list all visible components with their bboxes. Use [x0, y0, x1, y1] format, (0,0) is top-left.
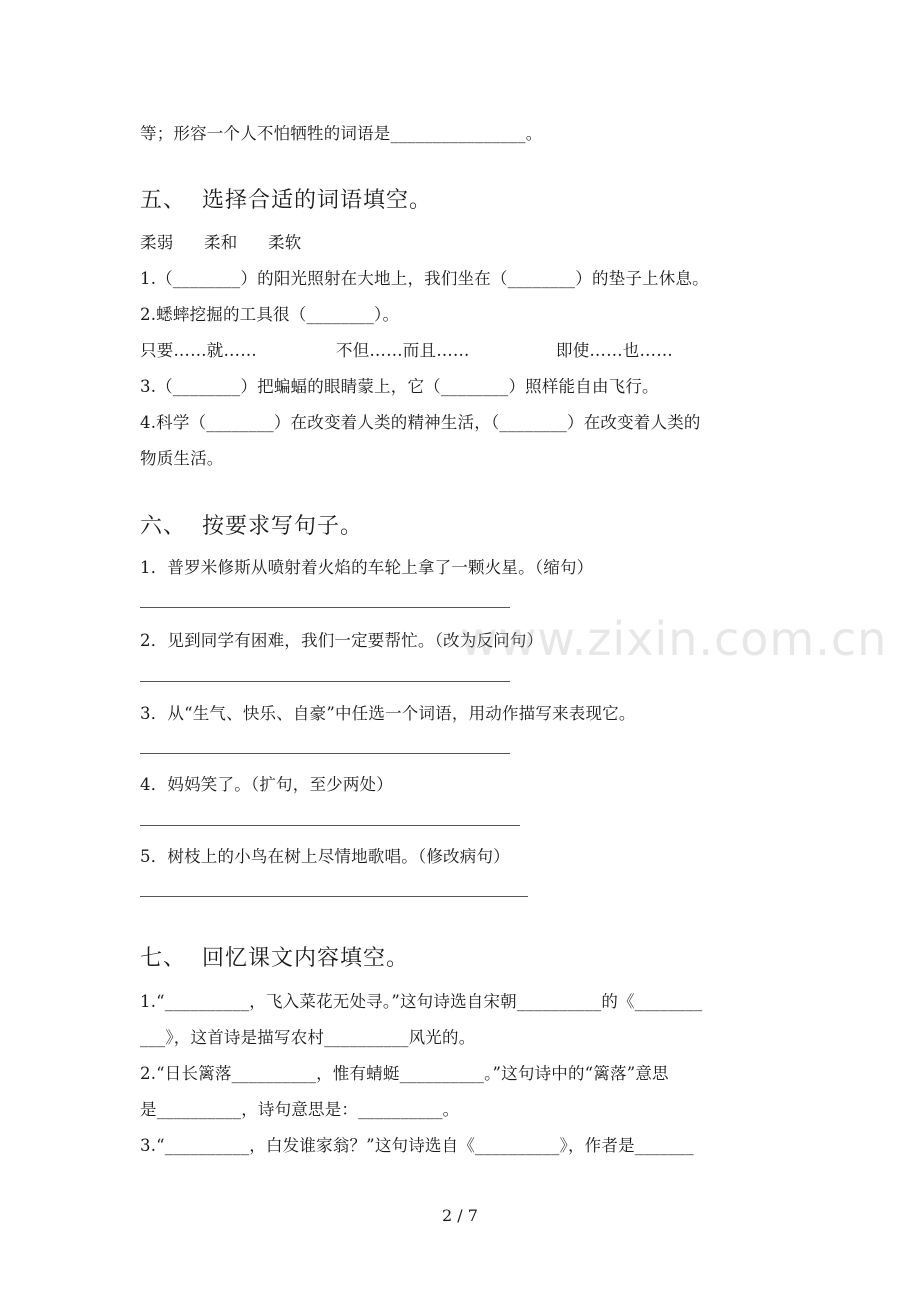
- sec5-question-4: 4.科学（________）在改变着人类的精神生活，（________）在改变着人类的: [140, 413, 701, 432]
- sec5-question-3: 3.（________）把蝙蝠的眼睛蒙上，它（________）照样能自由飞行。: [140, 377, 659, 396]
- section-6-title: 按要求写句子。: [202, 514, 364, 539]
- sec5-question-1: 1.（________）的阳光照射在大地上，我们坐在（________）的垫子上休息。: [140, 269, 709, 288]
- top-line: 等；形容一个人不怕牺牲的词语是________________。: [140, 124, 543, 143]
- sec7-question-1-cont: ___》，这首诗是描写农村__________风光的。: [140, 1028, 476, 1047]
- section-7-heading: [140, 941, 409, 972]
- section-6-heading: [140, 509, 363, 540]
- section-7-title: 回忆课文内容填空。: [202, 946, 410, 971]
- answer-line[interactable]: [140, 825, 520, 826]
- word-bank-1: [140, 229, 301, 253]
- sec5-question-2: 2.蟋蟀挖掘的工具很（________）。: [140, 305, 400, 324]
- watermark: www.zixin.com.cn: [460, 612, 888, 666]
- answer-line[interactable]: [140, 607, 510, 608]
- sec6-question-5: 5．树枝上的小鸟在树上尽情地歌唱。（修改病句）: [140, 847, 510, 866]
- sec6-question-2: 2．见到同学有困难，我们一定要帮忙。（改为反问句）: [140, 631, 544, 650]
- section-7-number: 七、: [140, 946, 187, 971]
- sec6-question-1: 1．普罗米修斯从喷射着火焰的车轮上拿了一颗火星。（缩句）: [140, 558, 594, 577]
- answer-line[interactable]: [140, 753, 510, 754]
- word-option: 柔和: [204, 233, 238, 252]
- sec5-question-4-cont: 物质生活。: [140, 449, 224, 468]
- sec7-question-2: 2.“日长篱落__________，惟有蜻蜓__________。”这句诗中的“篱落”意思: [140, 1064, 669, 1083]
- word-option: 即使……也……: [556, 341, 673, 360]
- answer-line[interactable]: [140, 681, 510, 682]
- word-option: 柔软: [268, 233, 302, 252]
- section-6-number: 六、: [140, 514, 187, 539]
- page-number: 2 / 7: [442, 1206, 478, 1225]
- word-option: 不但……而且……: [336, 341, 470, 360]
- sec7-question-1: 1.“__________，飞入菜花无处寻。”这句诗选自宋朝__________的《________: [140, 992, 703, 1011]
- sec6-question-3: 3．从“生气、快乐、自豪”中任选一个词语，用动作描写来表现它。: [140, 704, 636, 723]
- section-5-number: 五、: [140, 188, 187, 213]
- answer-line[interactable]: [140, 896, 528, 897]
- word-option: 柔弱: [140, 233, 174, 252]
- word-bank-2: [140, 337, 673, 361]
- word-option: 只要……就……: [140, 341, 257, 360]
- section-5-heading: [140, 183, 432, 214]
- sec6-question-4: 4．妈妈笑了。（扩句，至少两处）: [140, 775, 393, 794]
- section-5-title: 选择合适的词语填空。: [202, 188, 433, 213]
- sec7-question-2-cont: 是__________，诗句意思是：__________。: [140, 1100, 460, 1119]
- sec7-question-3: 3.“__________，白发谁家翁？”这句诗选自《__________》，作者是_______: [140, 1136, 694, 1155]
